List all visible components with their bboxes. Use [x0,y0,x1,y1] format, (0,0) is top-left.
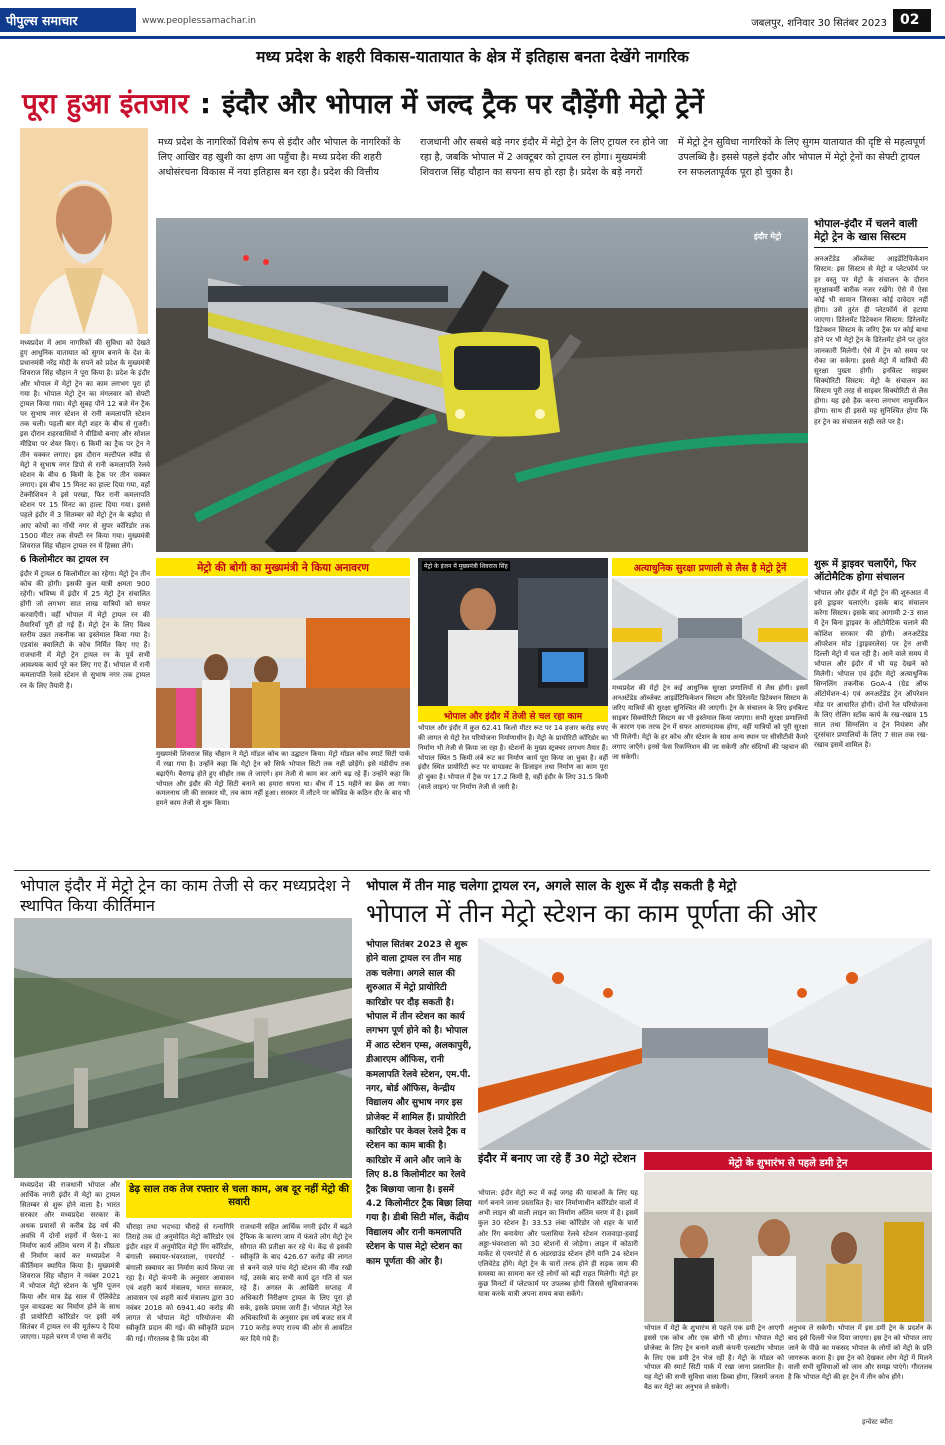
hero-metro-photo [156,218,808,552]
photo-strip-1: मेट्रो की बोगी का मुख्यमंत्री ने किया अनावरण [156,558,410,576]
logo-text: पीपुल्स समाचार [6,13,78,28]
website: www.peoplessamachar.in [142,16,256,26]
bottom-right-lead: भोपाल सितंबर 2023 से शुरू होने वाला ट्रायल रन तीन माह तक चलेगा। अगले साल की शुरुआत में मेट्रो प्रायोरिटी कारिडोर पर दौड़ सकती है। भोपाल में तीन स्टेशन का कार्य लगभग पूर्ण होने को है। भोपाल में आठ स्टेशन एम्स, अलकापुरी, डीआरएम ऑफिस, रानी कमलापति रेलवे स्टेशन, एम.पी. नगर, बोर्ड ऑफिस, केन्द्रीय विद्यालय और सुभाष नगर इस प्रोजेक्ट में शामिल हैं। प्रायोरिटी कारिडोर पर केवल रेलवे ट्रैक व स्टेशन का काम बाकी है। कारिडोर में आने और जाने के लिए 8.8 किलोमीटर का रेलवे ट्रैक बिछाया जाना है। इसमें 4.2 किलोमीटर ट्रैक बिछा लिया गया है। डीबी सिटी मॉल, केंद्रीय विद्यालय और रानी कमलापति स्टेशन के पास मेट्रो स्टेशन का काम पूर्णता की ओर है। [366,940,472,1267]
cab-photo-tag: मेट्रो के इंजन में मुख्यमंत्री शिवराज सिंह [424,563,508,570]
dummy-train-strip: मेट्रो के शुभारंभ से पहले डमी ट्रेन [644,1152,932,1170]
left-body-2: इंदौर में ट्रायल 6 किलोमीटर का रहेगा। मेट्रो ट्रेन तीन कोच की होगी। इसकी कुल यात्री क्षमता 900 रहेगी। भविष्य में इंदौर में 25 मेट्रो ट्रेन संचालित होंगी जो लगभग सात लाख यात्रियों को सफर करवाएँगी। वहीं भोपाल में मेट्रो ट्रायल रन की तैयारियाँ पूरी हो गई हैं। मेट्रो ट्रेन के लिए विश्व स्तरीय उन्नत तकनीक का इस्तेमाल किया गया है। एडवांस क्वालिटी के कोच निर्मित किए गए हैं। राजधानी में मेट्रो ट्रेन ट्रायल रन के पूर्व सभी आवश्यक कार्य पूरे कर लिए गए हैं। भोपाल में रानी कमलापति रेलवे स्टेशन से सुभाष नगर तक ट्रायल रन के लिए तैयारी है। [20,570,150,690]
headline [22,84,932,124]
sidebar-subhead: शुरू में ड्राइवर चलाएँगे, फिर ऑटोमैटिक होगा संचालन [814,559,917,583]
photo-unveiling [156,578,410,748]
caption-security: मध्यप्रदेश की मेट्रो ट्रेन कई आधुनिक सुरक्षा प्रणालियों से लैस होगी। इसमें अनअटेंडेड ऑब्जेक्ट आइडेंटिफिकेशन सिस्टम और डिरेलमेंट डिटेक्शन सिस्टम के जरिए यात्रियों की सुरक्षा सुनिश्चित की जाएगी। ट्रेन के संचालन के लिए इनबिल्ट साइबर सिक्योरिटी सिस्टम का भी इस्तेमाल किया जाएगा। सभी सुरक्षा प्रणालियों के कारण एक तरफ ट्रेन में सफर आरामदायक होगा, वहीं यात्रियों को पूरी सुरक्षा भी मिलेगी। मेट्रो के हर कोच और स्टेशन के साथ अन्य स्थान पर सीसीटीवी कैमरे लगाए जाएँगे। इनसे फेस रिकग्निशन की जा सकेगी और संदिग्धों की पहचान की जा सकेगी। [612,684,808,761]
headline-sep: : [199,87,212,120]
left-body: मध्यप्रदेश में आम नागरिकों की सुविधा को देखते हुए आधुनिक यातायात को सुगम बनाने के देश के प्रधानमंत्री नरेंद्र मोदी के सपने को प्रदेश के मुख्यमंत्री शिवराज सिंह चौहान ने पूरा किया है। प्रदेश के इंदौर और भोपाल में मेट्रो ट्रेन का काम लगभग पूरा हो गया है। भोपाल मेट्रो ट्रेन का मंगलवार को सेफ्टी ट्रायल किया गया। मेट्रो सुबह पौने 12 बजे मेन ट्रैक पर सुभाष नगर स्टेशन से रानी कमलापति स्टेशन तक चली। पहली बार मेट्रो शहर के बीच से गुजरी। इस दौरान शहरवासियों ने वीडियो बनाए और सोशल मीडिया पर शेयर किए। 6 किमी का ट्रैक पर ट्रेन ने तीन चक्कर लगाए। इस दौरान मल्टीपल स्पीड से मेट्रो ने सुभाष नगर डिपो से रानी कमलापति रेलवे स्टेशन के बीच 6 किमी के ट्रैक पर तीन चक्कर लगाए। इस बीच 15 मिनट का हाल्ट दिया गया, वहाँ टेक्नीशियन ने इसे परखा, फिर रानी कमलापति स्टेशन पर 15 मिनट का हाल्ट दिया गया। इससे पहले इंदौर में 3 सितम्बर को मेट्रो ट्रेन के बड़ोदा से आए कोचों का गाँधी नगर से सुपर कॉरिडोर तक 1500 मीटर तक सेफ्टी रन किया गया। मुख्यमंत्री शिवराज सिंह चौहान ट्रायल रन में हिस्सा लेंगे। [20,339,150,550]
left-column-text [20,338,150,908]
left-subhead: 6 किलोमीटर का ट्रायल रन [20,554,109,565]
sidebar-body-2: भोपाल और इंदौर में मेट्रो ट्रेन की शुरुआत में इसे ड्राइवर चलाएंगे। इसके बाद संचालन करेगा सिस्टम। इसके बाद आगामी 2-3 साल में ट्रेन बिना ड्राइवर के ऑटोमैटिक चलाने की कोशिश सरकार की होगी। अनअटेंडेड ऑपरेशन मोड (ड्राइवरलेस) पर ट्रेन अभी दिल्ली मेट्रो में चल रही है। आने वाले समय में भोपाल और इंदौर में भी यह देखने को मिलेगी। भोपाल एवं इंदौर मेट्रो अत्याधुनिक सिग्नलिंग तकनीक GoA-4 (ग्रेड ऑफ ऑटोमेशन-4) एवं अनअटेंडेड ट्रेन ऑपरेशन मोड पर आधारित होगी। दोनों रेल परियोजना के लिए रोलिंग स्टॉक कार्य के रख-रखाव 15 साल तथा सिग्नलिंग व ट्रेन नियंत्रण और दूरसंचार प्रणालियों के लिए 7 साल तक रख-रखाव इसमें शामिल है। [814,589,928,750]
lead-col-3: में मेट्रो ट्रेन सुविधा नागरिकों के लिए सुगम यातायात की दृष्टि से महत्वपूर्ण उपलब्धि है। इससे पहले इंदौर और भोपाल में मेट्रो ट्रेनों का सेफ्टी ट्रायल रन सफलतापूर्वक पूरा हो चुका है। [678,137,926,178]
dateline: जबलपुर, शनिवार 30 सितंबर 2023 [751,18,887,29]
headline-main: इंदौर और भोपाल में जल्द ट्रैक पर दौड़ेंगी मेट्रो ट्रेनें [222,89,704,120]
caption-fast-work: भोपाल और इंदौर में कुल 62.41 किलो मीटर रूट पर 14 हजार करोड़ रुपए की लागत से मेट्रो रेल परियोजना निर्माणाधीन है। मेट्रो के प्रायोरिटी कॉरिडोर का निर्माण भी तेजी से किया जा रहा है। स्टेशनों के मुख्य स्ट्रक्चर लगभग तैयार हैं। भोपाल स्थित 5 किमी लंबे रूट का निर्माण कार्य पूरा किया जा चुका है। वहीं इंदौर स्थित प्रायोरिटी रूट पर वायडक्ट के डिजाइन तथा निर्माण का काम पूरा हो चुका है। भोपाल में ट्रैक पर 17.2 किमी है, वहीं इंदौर के लिए 31.5 किमी (वाले लाइन) पर निर्माण तेजी से जारी है। [418,724,608,792]
headline-red: पूरा हुआ इंतजार [22,87,189,120]
bottom-left-headline: भोपाल इंदौर में मेट्रो ट्रेन का काम तेजी से कर मध्यप्रदेश ने स्थापित किया कीर्तिमान [20,876,351,914]
photo-train-interior [478,938,932,1150]
bottom-right-headline: भोपाल में तीन मेट्रो स्टेशन का काम पूर्णता की ओर [366,899,817,928]
bottom-left-col-1: मध्यप्रदेश की राजधानी भोपाल और आर्थिक नगरी इंदौर में मेट्रो का ट्रायल सितम्बर से शुरू होने वाला है। भारत सरकार और मध्यप्रदेश सरकार के अथक प्रयासों से करीब डेढ़ वर्ष की अवधि में दोनों शहरों में फेस-1 का निर्माण कार्य अंतिम चरण में है। शीघ्रता से निर्माण कार्य कर मध्यप्रदेश ने कीर्तिमान स्थापित किया है। मुख्यमंत्री शिवराज सिंह चौहान ने नवंबर 2021 में भोपाल मेट्रो स्टेशन के भूमि पूजन किया और मात्र डेढ़ साल में ऐलिवेटेड पुल वायडक्ट का निर्माण होने के साथ ही प्रायोरिटी कॉरिडोर पर इसी वर्ष सितंबर में ट्रायल रन की मूर्तरूप दे दिया जाएगा। पहले चरण में एम्स से करोंद [20,1181,120,1342]
indore-body: भोपाल: इंदौर मेट्रो रूट में कई जगह की यात्राओं के लिए यह मार्ग बनाने जाना प्रस्तावित है। चार निर्माणाधीन कॉरिडोर वालों में अभी लाइन श्री वाली लाइन का निर्माण अंतिम चरण में है। इसमें कुल 30 स्टेशन है। 33.53 लंबा कॉरिडोर जो शहर के चारों ओर रिंग बनायेगा और पलासिया रेलवे स्टेशन राजवाड़ा-हवाई अड्डा-भंवरशाला को 30 स्टेशनों से जोड़ेगा। लाइन में कोठारी मार्केट से एयरपोर्ट से 6 अंडरग्राउंड स्टेशन होंगे यानि 24 स्टेशन एलिवेटेड होंगे। मेट्रो ट्रेन के चारों तरफ होने ही सड़क जाम की समस्या का सामना कर रहे लोगों को बड़ी राहत मिलेगी। मेट्रो हर कुछ मिनटों में प्लेटफार्म पर उपलब्ध होगी जिससे सुविधाजनक यात्रा करके यात्री अपना समय बचा सकेंगे। [478,1189,638,1299]
portrait-photo [20,128,148,334]
photo-viaduct [14,918,352,1178]
lead-col-2: राजधानी और सबसे बड़े नगर इंदौर में मेट्रो ट्रेन के लिए ट्रायल रन होने जा रहा है, जबकि भोपाल में 2 अक्टूबर को ट्रायल रन होगा। मुख्यमंत्री शिवराज सिंह चौहान का सपना सच हो रहा है। प्रदेश के बड़े नगरों [420,137,668,178]
section-divider [14,870,930,871]
indore-subhead: इंदौर में बनाए जा रहे हैं 30 मेट्रो स्टेशन [478,1152,637,1165]
masthead-logo [0,8,136,32]
masthead [0,0,945,40]
photo-strip-2: भोपाल और इंदौर में तेजी से चल रहा काम [418,706,608,722]
caption-unveiling: मुख्यमंत्री शिवराज सिंह चौहान ने मेट्रो मॉडल कोच का उद्घाटन किया। मेट्रो मॉडल कोच स्मार्ट सिटी पार्क में रखा गया है। उन्होंने कहा कि मेट्रो ट्रेन को सिर्फ भोपाल सिटी तक नहीं छोड़ेंगे। इसे मंडीदीप तक बढ़ाएँगे। बैरागढ़ होते हुए सीहोर तक ले जाएंगे। हम तेजी से काम कर आगे बढ़ रहे हैं। उन्होंने कहा कि भोपाल और इंदौर की मेट्रो सिटी बनाने का हमारा सपना था। बीच में 15 महीने का ब्रेक आ गया। कमलनाथ जी की सरकार थी, तब काम नहीं हुआ। सरकार में लौटने पर कोविड के कठिन दौर के बाद भी हमने काम तेजी से शुरू किया। [156,750,410,808]
photo-cm-in-cab [418,558,608,706]
bottom-left-strip: डेढ़ साल तक तेज रफ्तार से चला काम, अब दूर नहीं मेट्रो की सवारी [126,1180,352,1218]
page-number: 02 [893,9,931,32]
kicker: मध्य प्रदेश के शहरी विकास-यातायात के क्षेत्र में इतिहास बनता देखेंगे नागरिक [256,48,689,66]
bottom-right-kicker: भोपाल में तीन माह चलेगा ट्रायल रन, अगले साल के शुरू में दौड़ सकती है मेट्रो [366,879,737,894]
bottom-left-col-2: चौराहा तथा भदभदा चौराहे से रत्नागिरि तिराहे तक दो अनुमोदित मेट्रो कॉरिडोर एवं इंदौर शहर में अनुमोदित मेट्रो रिंग कॉरिडोर, बंगाली स्क्वायर-भंवरशाला, एयरपोर्ट - बंगाली स्क्वायर का निर्माण कार्य किया जा रहा है। मेट्रो कंपनी के अनुसार आवासन एवं शहरी कार्य मंत्रालय, भारत सरकार, आवासन एवं शहरी कार्य मंत्रालय द्वारा 30 नवंबर 2018 को 6941.40 करोड़ की लागत से भोपाल मेट्रो परियोजना की स्वीकृति प्रदान की गई। की स्वीकृति प्रदान की गई। गौरतलब है कि प्रदेश की [126,1223,234,1343]
bottom-left-col-3: राजधानी सहित आर्थिक नगरी इंदौर में बढ़ते ट्रैफिक के कारण जाम में फंसते लोग मेट्रो ट्रेन सौगात की प्रतीक्षा कर रहे थे। केंद्र से इसकी स्वीकृति के बाद 426.67 करोड़ की लागत से बनने वाले पांच मेट्रो स्टेशन की नींव रखी गई, उसके बाद सभी कार्य द्रुत गति से चल रहे हैं। अगस्त के आखिरी सप्ताह में अधिकारी निरीक्षण ट्रायल के लिए पूरा हो सके, इसके प्रयास जारी हैं। भोपाल मेट्रो रेल अधिकारियों के अनुसार इस वर्ष बजट सत्र में 710 करोड़ रुपए राज्य की ओर से आवंटित कर दिये गये हैं। [240,1223,352,1343]
masthead-rule [0,36,945,39]
photo-coach-interior [612,578,808,680]
sidebar-box-2 [814,558,928,868]
photo-dummy-train [644,1172,932,1322]
lead-col-1: मध्य प्रदेश के नागरिकों विशेष रूप से इंदौर और भोपाल के नागरिकों के लिए आखिर वह खुशी का क्षण आ पहुँचा है। मध्य प्रदेश की शहरी अधोसंरचना विकास में नया इतिहास बन रहा है। प्रदेश की वित्तीय [158,137,401,178]
hero-photo-tag: इंदौर मेट्रो [754,232,782,241]
sidebar-title: भोपाल-इंदौर में चलने वाली मेट्रो ट्रेन के खास सिस्टम [814,218,928,248]
sidebar-body: अनअटेंडेड ऑब्जेक्ट आइडेंटिफिकेशन सिस्टम: इस सिस्टम से मेट्रो व प्लेटफॉर्म पर हर वस्तु पर मेट्रो के संचालन के दौरान सुरक्षाकर्मी बारीक नजर रखेंगे। ऐसे में ऐसा कोई भी सामान जिसका कोई दावेदार नहीं होगा। उसे तुरंत ही प्लेटफॉर्म से हटाया जाएगा। डिरेलमेंट डिटेक्शन सिस्टम: डिरेलमेंट डिटेक्शन सिस्टम के जरिए ट्रैक पर कोई बाधा होने पर भी मेट्रो ट्रेन के डिरेलमेंट होने पर तुरंत जानकारी मिलेगी। ऐसे में ट्रेन को समय पर रोका जा सकेगा। इससे मेट्रो में यात्रियों की सुरक्षा पुख्ता होगी। इनविल्ट साइबर सिक्योरिटी सिस्टम: मेट्रो के संचालन का सिस्टम पूरी तरह से साइबर सिक्योरिटी से लैस होगा। यह इसे हैक करना लगभग नामुमकिन होगा। साथ ही इससे यह सुनिश्चित होगा कि हर ट्रेन का संचालन सही रस्ते पर है। [814,255,928,426]
photo-strip-3: अत्याधुनिक सुरक्षा प्रणाली से लैस है मेट्रो ट्रेनें [612,558,808,576]
dummy-train-caption-b: अनुभव ले सकेगी। भोपाल में इस डमी ट्रेन के प्रदर्शन के बाद इसे दिल्ली भेज दिया जाएगा। इस ट्रेन को भोपाल लाए जाने के पीछे का मकसद भोपाल के लोगों को मेट्रो के प्रति जागरूक करना है। इस ट्रेन को देखकर लोग मेट्रो में मिलने वाली सभी सुविधाओं को जान और समझ पाएंगे। गौरतलब है कि भोपाल मेट्रो की हर ट्रेन में तीन कोच होंगे। [788,1324,932,1382]
dummy-train-caption: भोपाल में मेट्रो के शुभारंभ से पहले एक डमी ट्रेन आएगी इससे एक कोच और एक बोगी भी होगा। भोपाल मेट्रो प्रोजेक्ट के लिए ट्रेन बनाने वाली कंपनी एल्सटॉम भोपाल के लिए एक डमी ट्रेन भेज रही है। मेट्रो के मॉडल को भोपाल की स्मार्ट सिटी पार्क में रखा जाना प्रस्तावित है। यह मेट्रो की सभी सुविधा वाला डिब्बा होगा, जिसमें जनता बैठ कर मेट्रो का अनुभव ले सकेगी। [644,1324,784,1392]
sidebar-box [814,218,928,548]
photo-credit: इन्वेस्ट ब्यौरा [862,1418,893,1426]
